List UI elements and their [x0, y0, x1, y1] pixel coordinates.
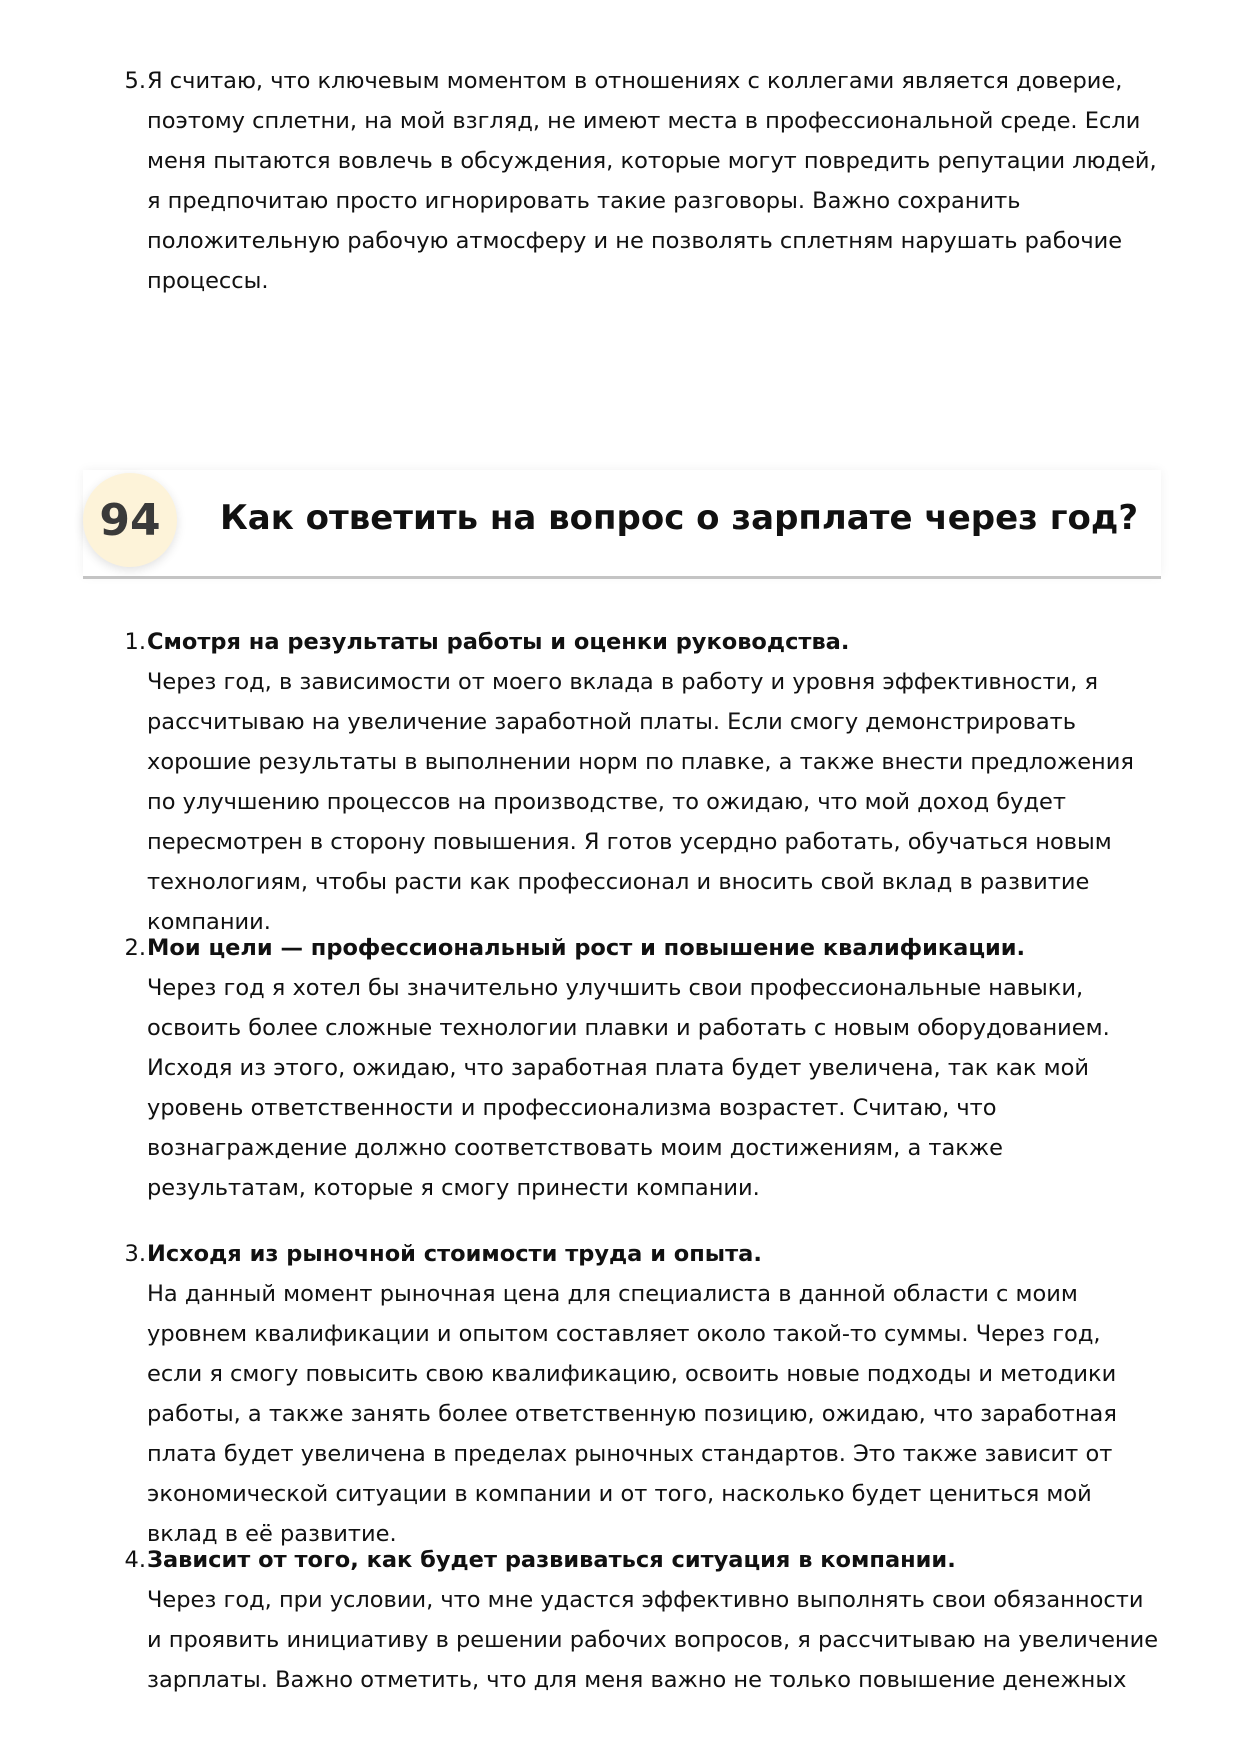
list-item-content	[147, 61, 1160, 301]
list-item-4	[120, 1540, 1160, 1700]
section-header	[83, 470, 1161, 578]
list-item-number: 3.	[124, 1241, 146, 1267]
list-item-text: Я считаю, что ключевым моментом в отношениях с коллегами является доверие, поэтому сплетни, на мой взгляд, не имеют места в профессиональной среде. Если меня пытаются вовлечь в обсуждения, которые могут повредить репутации людей, я предпочитаю просто игнорировать такие разговоры. Важно сохранить положительную рабочую атмосферу и не позволять сплетням нарушать рабочие процессы.	[147, 68, 1157, 294]
list-item-number: 2.	[124, 935, 146, 961]
list-item-text: Через год я хотел бы значительно улучшить свои профессиональные навыки, освоить более сложные технологии плавки и работать с новым оборудованием. Исходя из этого, ожидаю, что заработная плата будет увеличена, так как мой уровень ответственности и профессионализма возрастет. Считаю, что вознаграждение должно соответствовать моим достижениям, а также результатам, которые я смогу принести компании.	[147, 975, 1110, 1201]
list-item-number: 4.	[124, 1547, 146, 1573]
list-item-heading: Мои цели — профессиональный рост и повышение квалификации.	[147, 935, 1026, 961]
list-item-content	[147, 622, 1160, 942]
section-divider	[83, 576, 1161, 579]
list-item-content	[147, 928, 1160, 1208]
list-item-5	[120, 61, 1160, 301]
list-item-text: Через год, в зависимости от моего вклада в работу и уровня эффективности, я рассчитываю на увеличение заработной платы. Если смогу демонстрировать хорошие результаты в выполнении норм по плавке, а также внести предложения по улучшению процессов на производстве, то ожидаю, что мой доход будет пересмотрен в сторону повышения. Я готов усердно работать, обучаться новым технологиям, чтобы расти как профессионал и вносить свой вклад в развитие компании.	[147, 669, 1134, 935]
list-item-text: На данный момент рыночная цена для специалиста в данной области с моим уровнем квалификации и опытом составляет около такой-то суммы. Через год, если я смогу повысить свою квалификацию, освоить новые подходы и методики работы, а также занять более ответственную позицию, ожидаю, что заработная плата будет увеличена в пределах рыночных стандартов. Это также зависит от экономической ситуации в компании и от того, насколько будет цениться мой вклад в её развитие.	[147, 1281, 1117, 1547]
list-item-number: 5.	[124, 68, 146, 94]
list-item-heading: Зависит от того, как будет развиваться ситуация в компании.	[147, 1547, 956, 1573]
list-item-text: Через год, при условии, что мне удастся эффективно выполнять свои обязанности и проявить инициативу в решении рабочих вопросов, я рассчитываю на увеличение зарплаты. Важно отметить, что для меня важно не только повышение денежных	[147, 1587, 1159, 1693]
list-item-3	[120, 1234, 1160, 1554]
list-item-number: 1.	[124, 629, 146, 655]
section-title: Как ответить на вопрос о зарплате через год?	[220, 498, 1139, 538]
list-item-content	[147, 1234, 1160, 1554]
list-item-1	[120, 622, 1160, 942]
list-item-content	[147, 1540, 1160, 1700]
list-item-2	[120, 928, 1160, 1208]
list-item-heading: Исходя из рыночной стоимости труда и опыта.	[147, 1241, 762, 1267]
list-item-heading: Смотря на результаты работы и оценки руководства.	[147, 629, 850, 655]
section-number-badge: 94	[83, 473, 177, 567]
